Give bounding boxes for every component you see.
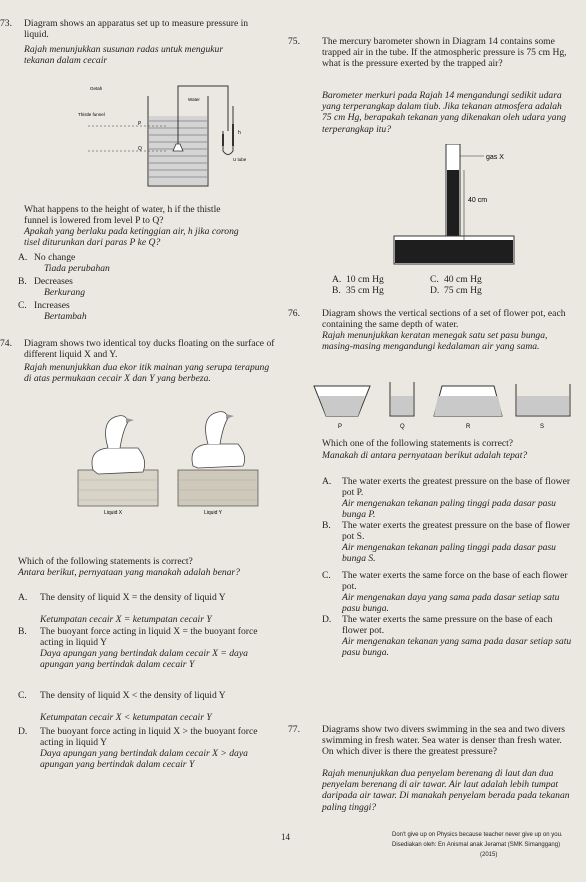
option-label: C.: [322, 570, 331, 581]
svg-text:P: P: [138, 121, 142, 127]
option-text-ms: Tiada perubahan: [44, 263, 110, 274]
q73-stem-ms: Rajah menunjukkan susunan radas untuk mengukur tekanan dalam cecair: [24, 44, 224, 67]
option-text-en: Decreases: [34, 276, 73, 287]
option-label: A.: [332, 274, 342, 285]
q75-barometer-diagram: [392, 144, 542, 268]
q76-question-ms: Manakah di antara pernyataan berikut adalah tepat?: [322, 450, 528, 461]
q76-stem-en: Diagram shows the vertical sections of a set of flower pot, each containing the same depth of water.: [322, 308, 566, 331]
q76-label-q: Q: [400, 424, 405, 430]
q74-ducks-diagram: [68, 400, 268, 520]
footer-year: (2015): [480, 852, 498, 858]
option-text: 75 cm Hg: [444, 285, 482, 296]
q74-stem-en: Diagram shows two identical toy ducks floating on the surface of different liquid X and Y.: [24, 338, 275, 361]
option-text-ms: Air mengenakan tekanan paling tinggi pada dasar pasu bunga S.: [342, 542, 556, 565]
option-label: A.: [18, 252, 28, 263]
option-text-en: The buoyant force acting in liquid X = the buoyant force acting in liquid Y: [40, 626, 258, 649]
option-label: B.: [332, 285, 341, 296]
option-text: 10 cm Hg: [346, 274, 384, 285]
option-text-en: The water exerts the greatest pressure on the base of flower pot P.: [342, 476, 571, 499]
option-text-en: The density of liquid X < the density of liquid Y: [40, 690, 226, 701]
q76-label-p: P: [338, 424, 343, 430]
option-text: 35 cm Hg: [346, 285, 384, 296]
option-text-en: The water exerts the same force on the base of each flower pot.: [342, 570, 568, 593]
q75-label-40cm: 40 cm: [468, 197, 488, 204]
q76-label-r: R: [466, 424, 471, 430]
svg-text:h: h: [238, 130, 241, 136]
q74-number: 74.: [0, 338, 12, 349]
option-text: 40 cm Hg: [444, 274, 482, 285]
option-text-en: The density of liquid X = the density of liquid Y: [40, 592, 226, 603]
option-label: B.: [18, 626, 27, 637]
q75-label-gas: gas X: [486, 154, 504, 161]
footer-note-2: Disediakan oleh: En Anismal anak Jeramat (SMK Simanggang): [392, 842, 561, 848]
q75-number: 75.: [288, 36, 300, 47]
q74-question-en: Which of the following statements is correct?: [18, 556, 193, 567]
q73-label-utube: U tube: [233, 157, 247, 162]
q75-stem-ms: Barometer merkuri pada Rajah 14 mengandungi sedikit udara yang terperangkap dalam tiub. Jika tekanan atmosfera adalah 75 cm Hg, berapakah tekanan yang dikenakan oleh udara yang terperangkap itu?: [322, 90, 567, 135]
q73-label-water: Water: [188, 97, 200, 102]
option-text-en: Increases: [34, 300, 70, 311]
svg-text:Q: Q: [138, 146, 142, 152]
option-text-en: The water exerts the same pressure on the base of each flower pot.: [342, 614, 553, 637]
option-text-en: The buoyant force acting in liquid X > the buoyant force acting in liquid Y: [40, 726, 258, 749]
option-label: A.: [322, 476, 332, 487]
q77-stem-ms: Rajah menunjukkan dua penyelam berenang di laut dan dua penyelam berenang di air tawar. Air laut adalah lebih tumpat daripada air tawar. Di manakah penyelam berada pada tekanan paling tinggi?: [322, 768, 570, 813]
option-label: D.: [322, 614, 332, 625]
option-label: C.: [18, 300, 27, 311]
q74-question-ms: Antara berikut, pernyataan yang manakah adalah benar?: [18, 567, 240, 578]
option-text-ms: Berkurang: [44, 287, 86, 298]
option-label: B.: [322, 520, 331, 531]
q73-label-rubber: Getah: [90, 86, 103, 91]
q76-question-en: Which one of the following statements is correct?: [322, 438, 514, 449]
q74-label-liquid-y: Liquid Y: [204, 510, 222, 516]
option-text-ms: Daya apungan yang bertindak dalam cecair X > daya apungan yang bertindak dalam cecair Y: [40, 748, 248, 771]
q73-stem-en: Diagram shows an apparatus set up to measure pressure in liquid.: [24, 18, 249, 41]
option-text-ms: Ketumpatan cecair X < ketumpatan cecair Y: [40, 712, 212, 723]
option-text-ms: Air mengenakan tekanan yang sama pada dasar setiap satu pasu bunga.: [342, 636, 572, 659]
q73-label-thistle: Thistle funnel: [78, 112, 105, 117]
option-label: B.: [18, 276, 27, 287]
option-text-ms: Daya apungan yang bertindak dalam cecair X = daya apungan yang bertindak dalam cecair Y: [40, 648, 248, 671]
option-label: C.: [18, 690, 27, 701]
q75-stem-en: The mercury barometer shown in Diagram 14 contains some trapped air in the tube. If the atmospheric pressure is 75 cm Hg, what is the pressure exerted by the trapped air?: [322, 36, 567, 70]
q73-apparatus-diagram: [78, 76, 258, 196]
q76-label-s: S: [540, 424, 545, 430]
option-label: A.: [18, 592, 28, 603]
option-text-ms: Bertambah: [44, 311, 87, 322]
option-label: D.: [430, 285, 440, 296]
option-text-ms: Air mengenakan tekanan paling tinggi pada dasar pasu bunga P.: [342, 498, 556, 521]
q73-number: 73.: [0, 18, 12, 29]
q77-number: 77.: [288, 724, 300, 735]
page-number: 14: [281, 832, 290, 842]
option-text-en: The water exerts the greatest pressure on the base of flower pot S.: [342, 520, 571, 543]
q76-stem-ms: Rajah menunjukkan keratan menegak satu set pasu bunga, masing-masing mengandungi kedalaman air yang sama.: [322, 330, 548, 353]
option-text-ms: Ketumpatan cecair X = ketumpatan cecair Y: [40, 614, 212, 625]
q74-label-liquid-x: Liquid X: [104, 510, 123, 516]
q73-question-ms: Apakah yang berlaku pada ketinggian air, h jika corong tisel diturunkan dari paras P ke Q?: [24, 226, 239, 249]
q76-number: 76.: [288, 308, 300, 319]
option-text-en: No change: [34, 252, 76, 263]
option-label: C.: [430, 274, 439, 285]
q76-flowerpots-diagram: [312, 376, 572, 432]
footer-note-1: Don't give up on Physics because teacher never give up on you.: [392, 832, 563, 838]
q74-stem-ms: Rajah menunjukkan dua ekor itik mainan yang serupa terapung di atas permukaan cecair X dan Y yang berbeza.: [24, 362, 270, 385]
option-label: D.: [18, 726, 28, 737]
q77-stem-en: Diagrams show two divers swimming in the sea and two divers swimming in fresh water. Sea water is denser than fresh water. On which diver is there the greatest pressure?: [322, 724, 566, 758]
q73-question-en: What happens to the height of water, h if the thistle funnel is lowered from level P to Q?: [24, 204, 221, 227]
option-text-ms: Air mengenakan daya yang sama pada dasar setiap satu pasu bunga.: [342, 592, 560, 615]
